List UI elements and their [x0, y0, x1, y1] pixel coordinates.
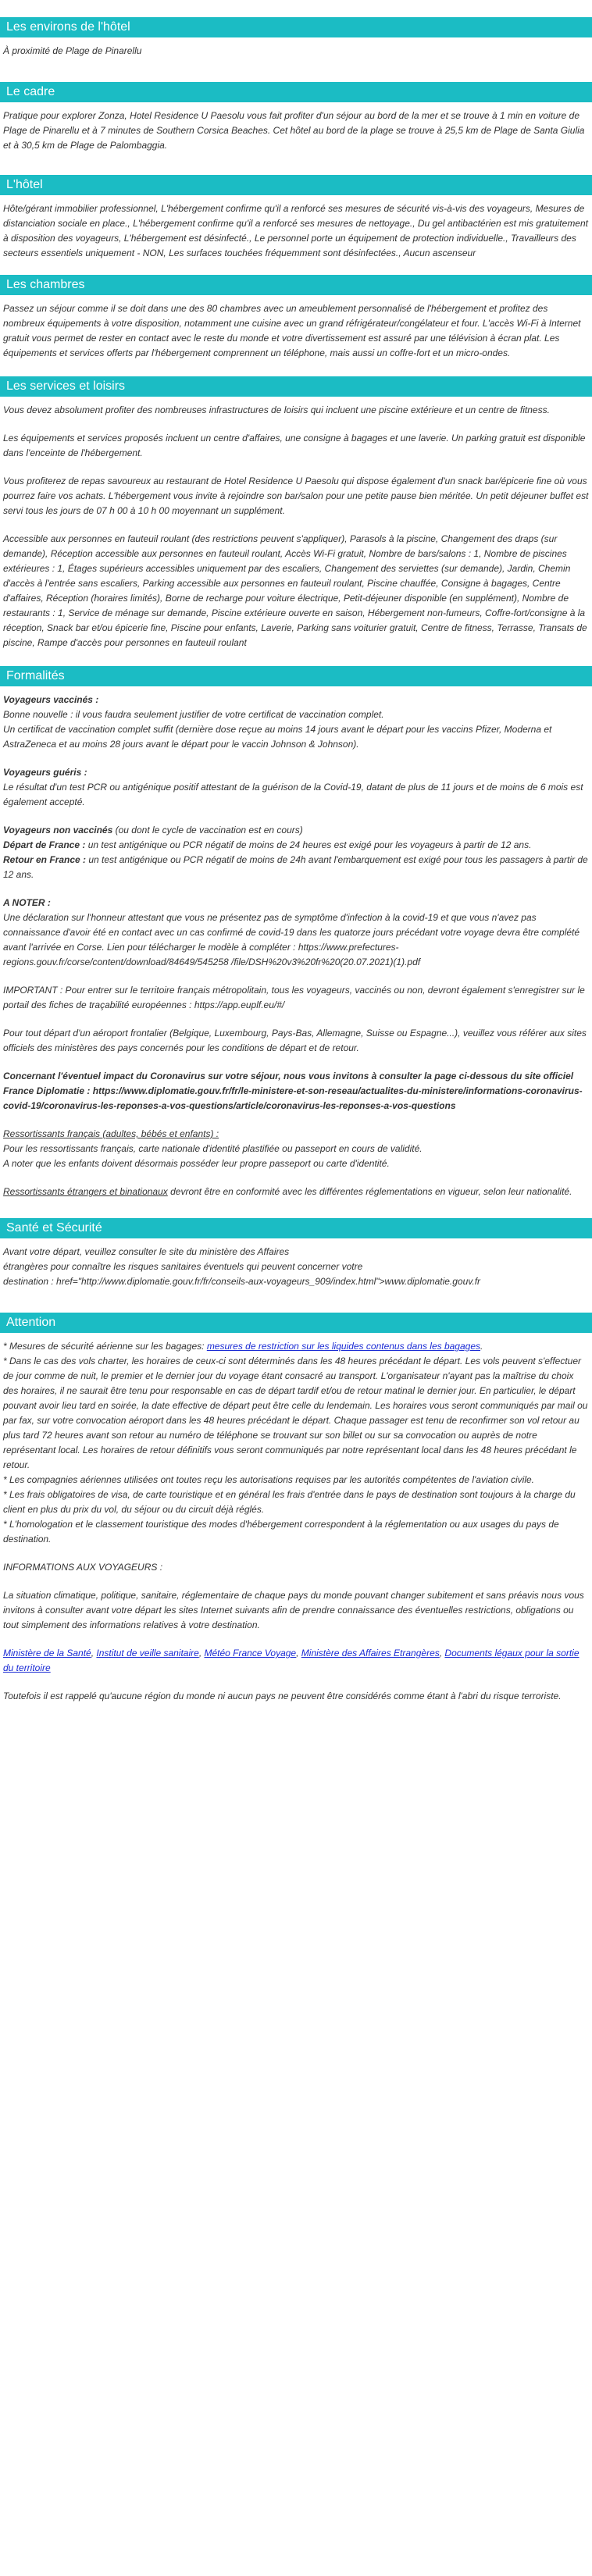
section-content-chambres	[0, 295, 592, 361]
section-title-attention: Attention	[0, 1313, 592, 1333]
link-separator: ,	[439, 1648, 445, 1659]
ress-etr-underlined: Ressortissants étrangers et binationaux	[3, 1186, 168, 1197]
attention-bullet-5: * L'homologation et le classement touristique des modes d'hébergement correspondent à la réglementation ou aux usages du pays de destination.	[3, 1519, 559, 1545]
depart-text: un test antigénique ou PCR négatif de moins de 24 heures est exigé pour les voyageurs à partir de 12 ans.	[85, 839, 532, 850]
retour-label: Retour en France :	[3, 854, 87, 865]
attention-bullet-4: * Les frais obligatoires de visa, de carte touristique et en général les frais d'entrée dans le pays de destination sont toujours à la charge du client en plus du prix du vol, du séjour ou du circuit déjà réglés.	[3, 1489, 576, 1515]
section-cadre	[0, 82, 592, 153]
section-content-hotel	[0, 195, 592, 261]
depart-line	[3, 838, 589, 853]
section-title-hotel: L'hôtel	[0, 175, 592, 195]
services-p2: Les équipements et services proposés incluent un centre d'affaires, une consigne à bagages et une laverie. Un parking gratuit est disponible dans l'enceinte de l'hébergement.	[3, 433, 586, 458]
section-content-environs	[0, 37, 592, 59]
attention-final: Toutefois il est rappelé qu'aucune région du monde ni aucun pays ne peuvent être considérés comme étant à l'abri du risque terroriste.	[3, 1691, 562, 1701]
section-sante	[0, 1218, 592, 1289]
formalites-ressortissants-fr	[3, 1127, 589, 1171]
section-content-formalites	[0, 686, 592, 1199]
link-documents-legaux[interactable]: Documents légaux pour la sortie du territoire	[3, 1648, 580, 1673]
link-ministere-sante[interactable]: Ministère de la Santé	[3, 1648, 91, 1659]
useful-links	[3, 1646, 589, 1676]
link-separator: ,	[91, 1648, 97, 1659]
link-separator: ,	[198, 1648, 205, 1659]
cadre-text: Pratique pour explorer Zonza, Hotel Residence U Paesolu vous fait profiter d'un séjour au bord de la mer et se trouve à 1 min en voiture de Plage de Pinarellu et à 7 minutes de Southern Corsica Beaches. Cet hôtel au bord de la plage se trouve à 25,5 km de Plage de Santa Giulia et à 30,5 km de Plage de Palombaggia.	[3, 110, 585, 151]
section-attention	[0, 1313, 592, 1704]
vaccines-line1: Bonne nouvelle : il vous faudra seulement justifier de votre certificat de vaccination complet.	[3, 709, 384, 720]
section-title-sante: Santé et Sécurité	[0, 1218, 592, 1238]
ress-etr-text: devront être en conformité avec les différentes réglementations en vigueur, selon leur nationalité.	[167, 1186, 572, 1197]
section-environs	[0, 17, 592, 59]
section-title-formalites: Formalités	[0, 666, 592, 686]
section-formalites	[0, 666, 592, 1199]
formalites-coronavirus: Concernant l'éventuel impact du Coronavirus sur votre séjour, nous vous invitons à consulter la page ci-dessous du site officiel France Diplomatie : https://www.diplomatie.gouv.fr/fr/le-ministere-et-son-reseau/actualites-du-ministere/informations-coronavirus-covid-19/coronavirus-les-reponses-a-vos-questions/article/coronavirus-les-reponses-a-vos-questions	[3, 1071, 583, 1111]
formalites-nonvax	[3, 823, 589, 882]
ress-fr-line1: Pour les ressortissants français, carte nationale d'identité plastifiée ou passeport en cours de validité.	[3, 1143, 423, 1154]
bullet1-prefix: * Mesures de sécurité aérienne sur les bagages:	[3, 1341, 207, 1352]
formalites-vaccines	[3, 693, 589, 752]
gueris-heading: Voyageurs guéris :	[3, 767, 87, 778]
link-separator: ,	[296, 1648, 301, 1659]
services-p1: Vous devez absolument profiter des nombreuses infrastructures de loisirs qui incluent une piscine extérieure et un centre de fitness.	[3, 404, 550, 415]
nonvax-heading: Voyageurs non vaccinés	[3, 825, 113, 836]
depart-label: Départ de France :	[3, 839, 86, 850]
section-title-chambres: Les chambres	[0, 275, 592, 295]
retour-text: un test antigénique ou PCR négatif de moins de 24h avant l'embarquement est exigé pour tous les passagers à partir de 12 ans.	[3, 854, 588, 880]
attention-bullet-2: * Dans le cas des vols charter, les horaires de ceux-ci sont déterminés dans les 48 heures précédant le départ. Les vols peuvent s'effectuer de jour comme de nuit, le premier et le dernier jour du voyage étant consacré au transport. L'organisateur n'ayant pas la maîtrise du choix des horaires, il ne saurait être tenu pour responsable en cas de départ tardif et/ou de retour matinal le dernier jour. En particulier, le départ pouvant avoir lieu tard en soirée, la date effective de départ peut être celle du lendemain. Les horaires vous seront communiqués par mail ou par fax, sur votre convocation aéroport dans les 48 heures précédant le départ. Chaque passager est tenu de reconfirmer son vol retour au plus tard 72 heures avant son retour au numéro de téléphone se trouvant sur son billet ou sur sa convocation ou auprès de notre représentant local. Les horaires de retour définitifs vous seront communiqués par notre représentant local dans les 48 heures précédant le retour.	[3, 1356, 588, 1470]
attention-bullet-3: * Les compagnies aériennes utilisées ont toutes reçu les autorisations requises par les autorités compétentes de l'aviation civile.	[3, 1474, 534, 1485]
section-services	[0, 376, 592, 650]
sante-line2: étrangères pour connaître les risques sanitaires éventuels qui peuvent concerner votre	[3, 1261, 363, 1272]
formalites-gueris	[3, 765, 589, 810]
link-veille-sanitaire[interactable]: Institut de veille sanitaire	[96, 1648, 199, 1659]
ress-fr-heading: Ressortissants français (adultes, bébés et enfants) :	[3, 1128, 219, 1139]
sante-line3: destination : href="http://www.diplomatie.gouv.fr/fr/conseils-aux-voyageurs_909/index.html">www.diplomatie.gouv.fr	[3, 1276, 481, 1287]
formalites-important: IMPORTANT : Pour entrer sur le territoire français métropolitain, tous les voyageurs, vaccinés ou non, devront également s'enregistrer sur le portail des fiches de traçabilité européennes : https://app.euplf.eu/#/	[3, 985, 585, 1010]
link-affaires-etrangeres[interactable]: Ministère des Affaires Etrangères	[301, 1648, 440, 1659]
services-p3: Vous profiterez de repas savoureux au restaurant de Hotel Residence U Paesolu qui dispose également d'un snack bar/épicerie fine où vous pourrez faire vos achats. L'hébergement vous invite à rejoindre son bar/salon pour une petite pause bien méritée. Un petit déjeuner buffet est servi tous les jours de 07 h 00 à 10 h 00 moyennant un supplément.	[3, 476, 589, 516]
attention-bullets	[3, 1339, 589, 1547]
environs-text: À proximité de Plage de Pinarellu	[3, 45, 142, 56]
section-chambres	[0, 275, 592, 361]
liquides-link[interactable]: mesures de restriction sur les liquides contenus dans les bagages	[206, 1341, 481, 1352]
info-voyageurs-text: La situation climatique, politique, sanitaire, réglementaire de chaque pays du monde pouvant changer subitement et sans préavis nous vous invitons à consulter avant votre départ les sites Internet suivants afin de prendre connaissance des éventuelles restrictions, obligations ou tout simplement des informations relatives à votre destination.	[3, 1590, 584, 1630]
services-p4: Accessible aux personnes en fauteuil roulant (des restrictions peuvent s'appliquer), Parasols à la piscine, Changement des draps (sur demande), Réception accessible aux personnes en fauteuil roulant, Accès Wi-Fi gratuit, Nombre de bars/salons : 1, Nombre de piscines extérieures : 1, Étages supérieurs accessibles uniquement par des escaliers, Changement des serviettes (sur demande), Jardin, Chemin d'accès à l'entrée sans escaliers, Parking accessible aux personnes en fauteuil roulant, Piscine chauffée, Consigne à bagages, Centre d'affaires, Réception (horaires limités), Borne de recharge pour voiture électrique, Petit-déjeuner disponible (en supplément), Nombre de restaurants : 1, Service de ménage sur demande, Piscine extérieure ouverte en saison, Hébergement non-fumeurs, Coffre-fort/consigne à la réception, Snack bar et/ou épicerie fine, Piscine pour enfants, Laverie, Parking sans voiturier gratuit, Centre de fitness, Terrasse, Transats de piscine, Rampe d'accès pour personnes en fauteuil roulant	[3, 533, 587, 648]
section-content-attention	[0, 1333, 592, 1704]
section-content-services	[0, 397, 592, 650]
gueris-text: Le résultat d'un test PCR ou antigénique positif attestant de la guérison de la Covid-19, datant de plus de 11 jours et de moins de 6 mois est également accepté.	[3, 782, 583, 807]
sante-line1: Avant votre départ, veuillez consulter le site du ministère des Affaires	[3, 1246, 290, 1257]
nonvax-heading-line	[3, 823, 589, 838]
nota-text: Une déclaration sur l'honneur attestant que vous ne présentez pas de symptôme d'infection à la covid-19 et que vous n'avez pas connaissance d'avoir été en contact avec un cas confirmé de covid-19 dans les quatorze jours précédant votre voyage devra être complété avant l'arrivée en Corse. Lien pour télécharger le modèle à compléter : https://www.prefectures-regions.gouv.fr/corse/content/download/84649/545258 /file/DSH%20v3%20fr%20(20.07.2021)(1).pdf	[3, 912, 580, 967]
section-hotel	[0, 175, 592, 261]
nota-heading: A NOTER :	[3, 897, 51, 908]
info-voyageurs-heading: INFORMATIONS AUX VOYAGEURS :	[3, 1562, 163, 1573]
link-meteo-france[interactable]: Météo France Voyage	[204, 1648, 297, 1659]
section-content-cadre	[0, 102, 592, 153]
attention-bullet-1	[3, 1339, 589, 1354]
section-title-services: Les services et loisirs	[0, 376, 592, 397]
vaccines-heading: Voyageurs vaccinés :	[3, 694, 99, 705]
retour-line	[3, 853, 589, 882]
formalites-nota	[3, 896, 589, 970]
page	[0, 17, 592, 1751]
chambres-text: Passez un séjour comme il se doit dans une des 80 chambres avec un ameublement personnalisé de l'hébergement et profitez des nombreux équipements à votre disposition, notamment une cuisine avec un grand réfrigérateur/congélateur et four. L'accès Wi-Fi à Internet gratuit vous permet de rester en contact avec le reste du monde et votre divertissement est assuré par une télévision à écran plat. Les équipements et services offerts par l'hébergement comprennent un téléphone, mais aussi un coffre-fort et un micro-ondes.	[3, 303, 581, 358]
nonvax-heading-rest: (ou dont le cycle de vaccination est en cours)	[112, 825, 303, 836]
ress-fr-line2: A noter que les enfants doivent désormais posséder leur propre passeport ou carte d'identité.	[3, 1158, 390, 1169]
hotel-text: Hôte/gérant immobilier professionnel, L'hébergement confirme qu'il a renforcé ses mesures de sécurité vis-à-vis des voyageurs, Mesures de distanciation sociale en place., L'hébergement confirme qu'il a renforcé ses mesures de nettoyage., Du gel antibactérien est mis gratuitement à disposition des voyageurs, L'hébergement est désinfecté., Le personnel porte un équipement de protection individuelle., Travailleurs des secteurs essentiels uniquement - NON, Les surfaces touchées fréquemment sont désinfectées., Aucun ascenseur	[3, 203, 588, 258]
bullet1-suffix: .	[480, 1341, 483, 1352]
vaccines-line2: Un certificat de vaccination complet suffit (dernière dose reçue au moins 14 jours avant le départ pour les vaccins Pfizer, Moderna et AstraZeneca et au moins 28 jours avant le départ pour le vaccin Johnson & Johnson).	[3, 724, 552, 750]
section-content-sante	[0, 1238, 592, 1289]
formalites-ressortissants-etr	[3, 1185, 589, 1199]
formalites-aeroport: Pour tout départ d'un aéroport frontalier (Belgique, Luxembourg, Pays-Bas, Allemagne, Suisse ou Espagne...), veuillez vous référer aux sites officiels des ministères des pays concernés pour les conditions de départ et de retour.	[3, 1028, 587, 1053]
sante-text	[3, 1245, 589, 1289]
section-title-cadre: Le cadre	[0, 82, 592, 102]
section-title-environs: Les environs de l'hôtel	[0, 17, 592, 37]
